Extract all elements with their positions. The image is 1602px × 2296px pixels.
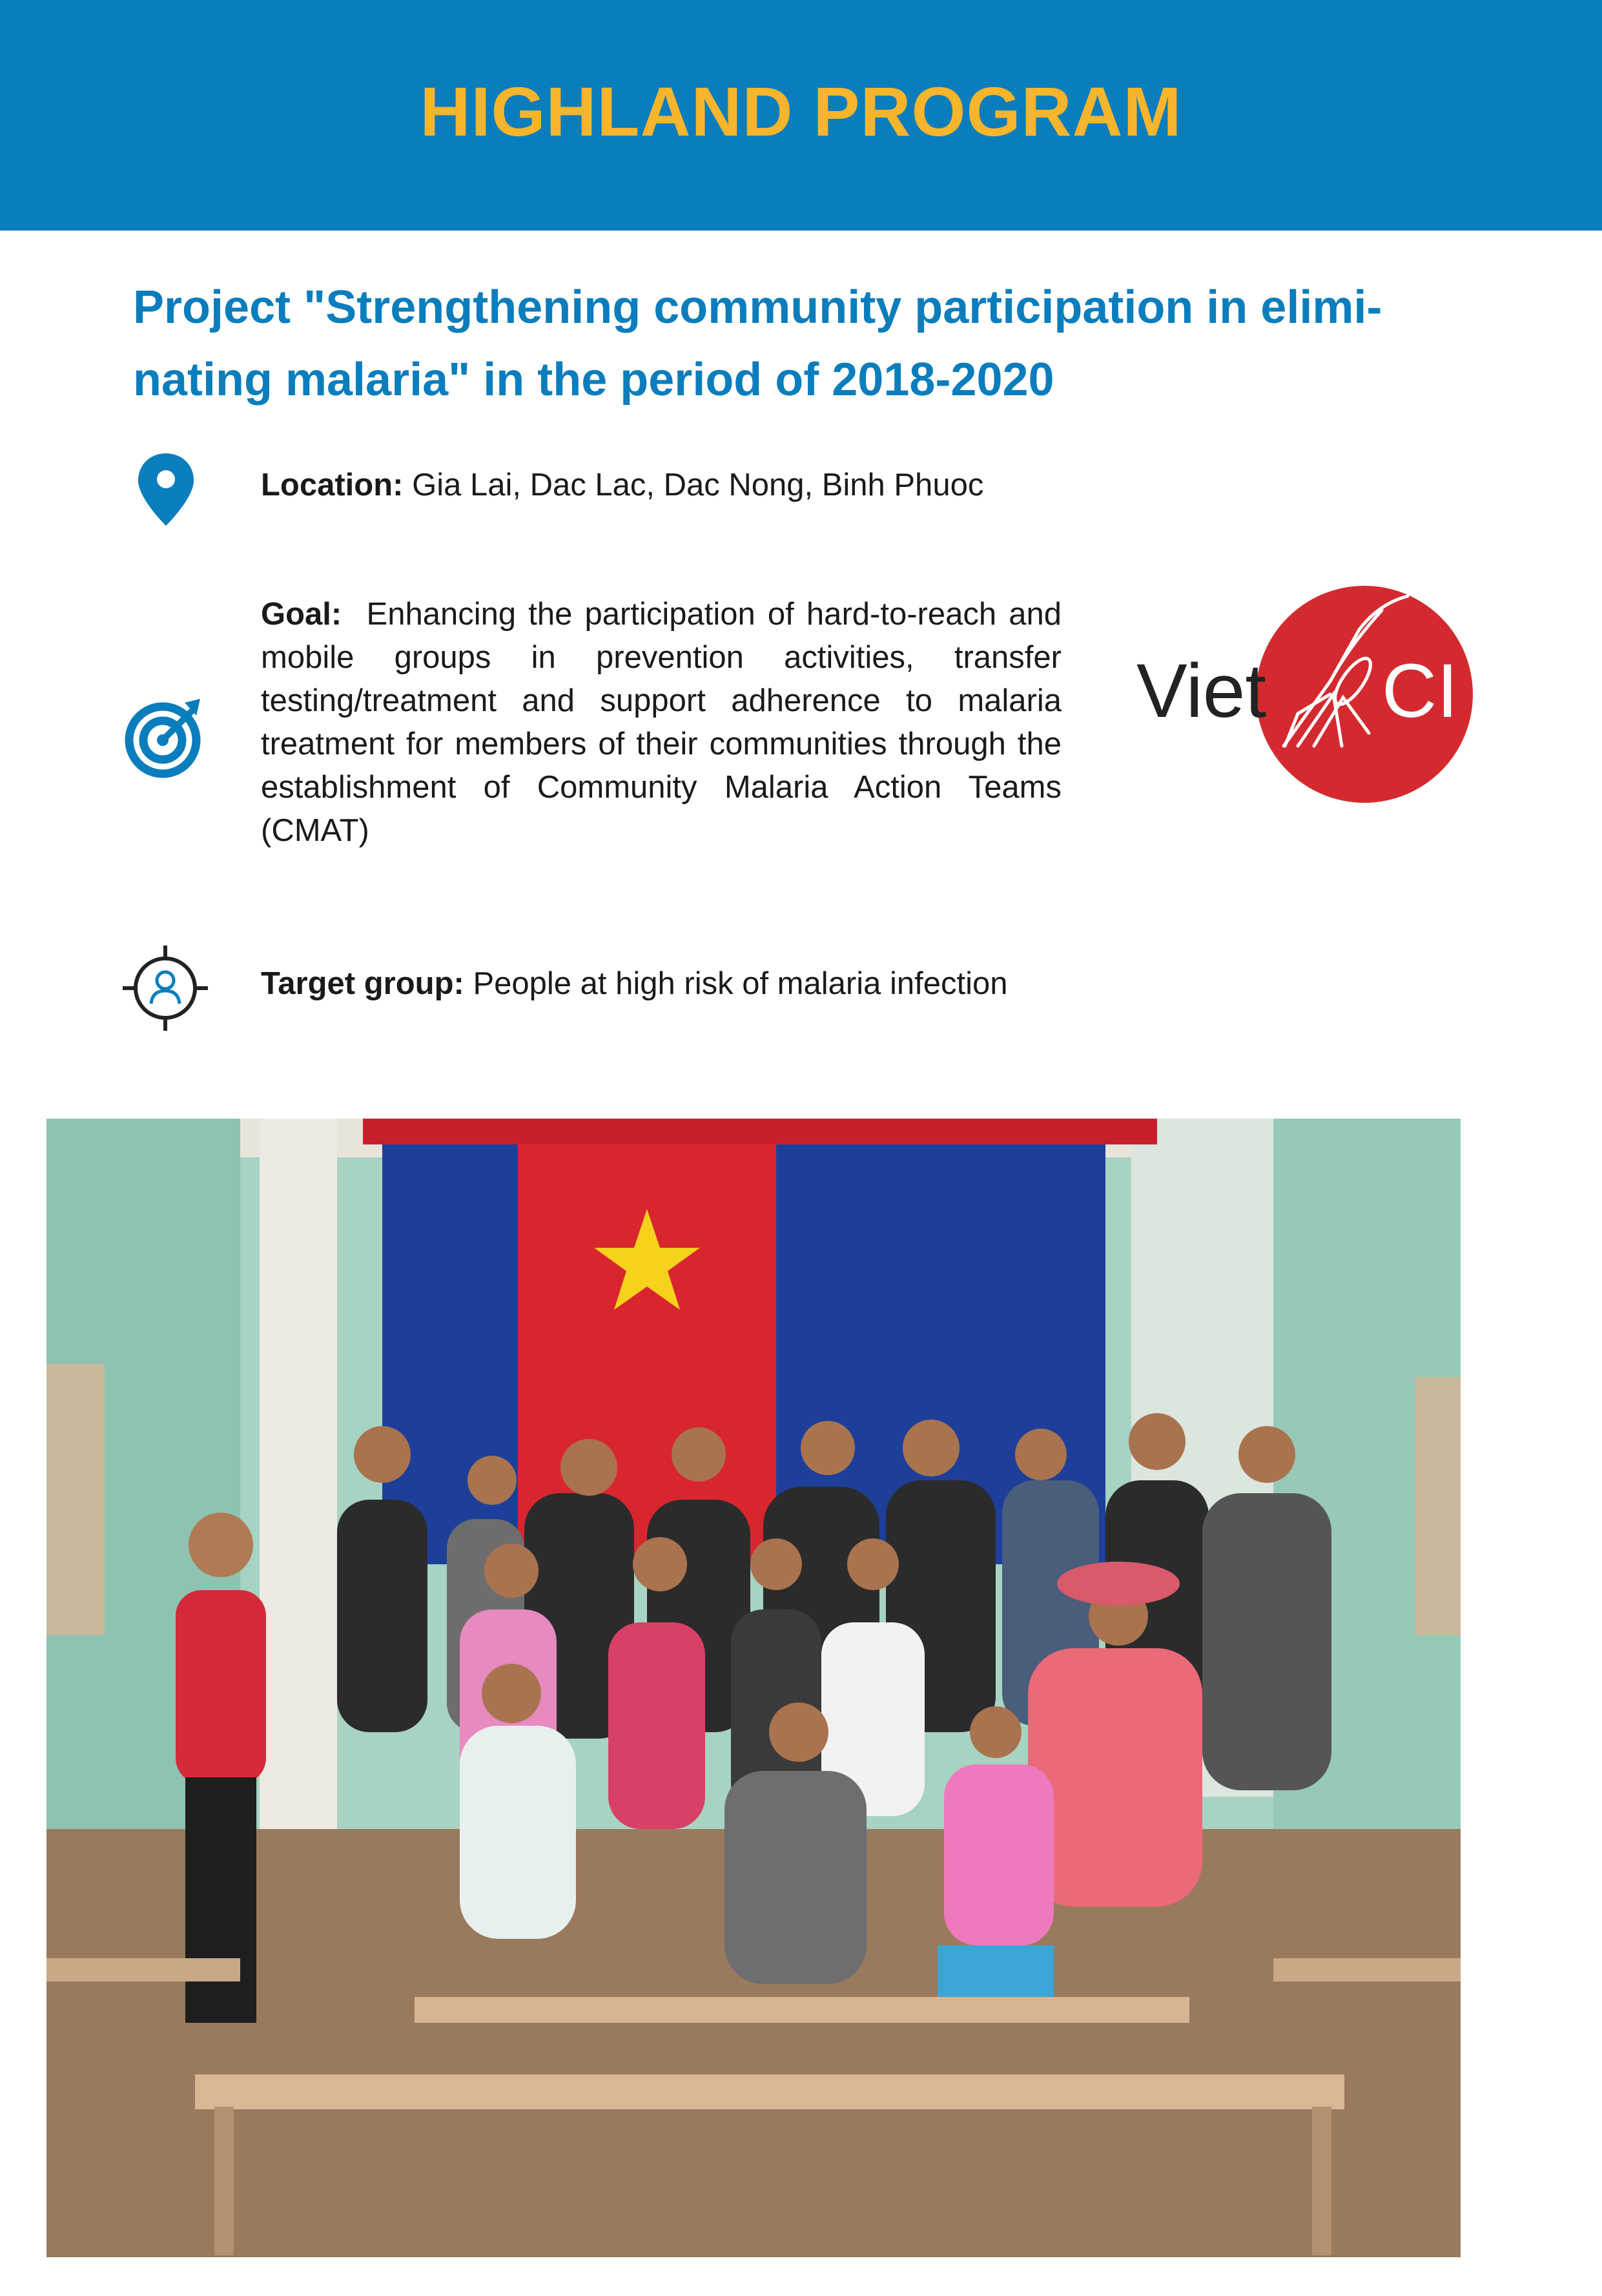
group-photo-illustration: [46, 1119, 1461, 2257]
target-group-row: [261, 962, 1007, 1006]
vietci-logo: [1136, 584, 1504, 804]
goal-row: [261, 593, 1062, 853]
logo-text-ci: CI: [1382, 648, 1458, 734]
goal-label: Goal:: [261, 597, 342, 632]
location-row: [261, 464, 983, 507]
logo-text-viet: Viet: [1136, 648, 1267, 734]
target-group-icon: [120, 943, 211, 1033]
group-photo: [46, 1119, 1461, 2257]
location-value: Gia Lai, Dac Lac, Dac Nong, Binh Phuoc: [412, 468, 984, 502]
goal-value: Enhancing the participation of hard-to-reach and mobile groups in prevention activities, transfer testing/treatment and support adherence to malaria treatment for members of their communities through the establishment of Community Malaria Action Teams (CMAT): [261, 597, 1062, 848]
project-title-line-1: Project "Strengthening community participation in elimi-: [133, 282, 1382, 333]
page-title: HIGHLAND PROGRAM: [420, 72, 1182, 150]
project-title: [133, 271, 1489, 416]
project-title-line-2: nating malaria" in the period of 2018-2020: [133, 354, 1054, 406]
target-group-value: People at high risk of malaria infection: [473, 966, 1008, 1001]
target-group-label: Target group:: [261, 966, 464, 1001]
location-label: Location:: [261, 468, 404, 502]
target-goal-icon: [123, 696, 207, 780]
location-pin-icon: [136, 452, 196, 527]
